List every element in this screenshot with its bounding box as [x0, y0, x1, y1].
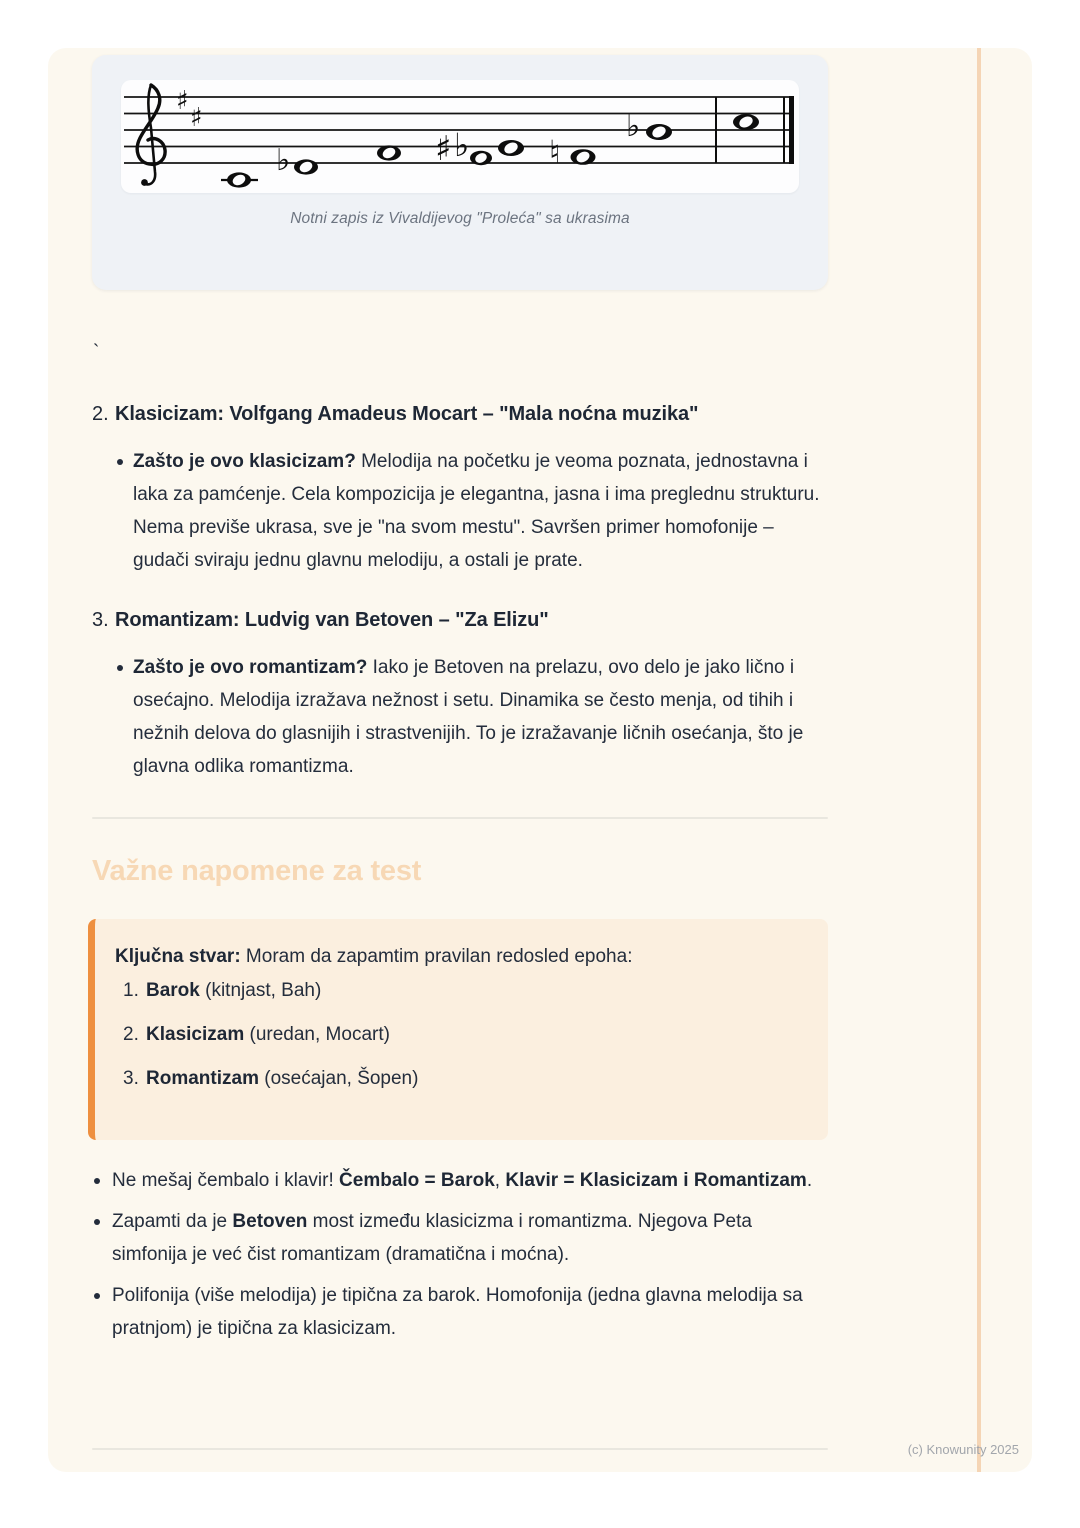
svg-text:♭: ♭ — [276, 143, 291, 178]
list-number: 2. — [123, 1024, 139, 1045]
figure-card — [92, 55, 828, 290]
numbered-heading-2 — [92, 401, 828, 427]
right-accent-line — [977, 48, 981, 1472]
bullet-icon — [117, 459, 123, 465]
key-callout — [88, 919, 828, 1140]
bullet-text: Melodija na početku je veoma poznata, jednostavna i laka za pamćenje. Cela kompozicija je elegantna, jasna i ima preglednu strukturu. Nema previše ukrasa, sve je "na svom mestu". Savršen primer homofonije – gudači sviraju jednu glavnu melodiju, a ostali je prate. — [133, 451, 820, 571]
heading-title: Klasicizam: Volfgang Amadeus Mocart – "Mala noćna muzika" — [115, 403, 699, 425]
divider — [92, 1448, 828, 1450]
bullet-icon — [94, 1178, 100, 1184]
svg-text:♮: ♮ — [549, 133, 561, 171]
callout-intro — [115, 940, 798, 973]
epoch-list — [115, 974, 798, 1095]
tips-list — [92, 1164, 828, 1345]
numbered-heading-3 — [92, 607, 828, 633]
copyright-watermark: (c) Knowunity 2025 — [907, 1442, 1019, 1457]
document-content — [92, 55, 828, 1345]
list-item — [123, 1018, 798, 1051]
bullet-lead: Zašto je ovo klasicizam? — [133, 451, 356, 472]
list-item — [123, 974, 798, 1007]
figure-caption: Notni zapis iz Vivaldijevog "Proleća" sa ukrasima — [290, 210, 630, 227]
list-item: Zapamti da je Betoven most između klasicizma i romantizma. Njegova Peta simfonija je već čist romantizam (dramatična i moćna). — [92, 1205, 828, 1271]
bullet-icon — [94, 1219, 100, 1225]
section-heading: Važne napomene za test — [92, 855, 422, 887]
list-item — [92, 651, 828, 783]
callout-label: Ključna stvar: — [115, 946, 241, 967]
list-item — [92, 445, 828, 577]
list-number: 3. — [92, 609, 109, 631]
bullet-text: Iako je Betoven na prelazu, ovo delo je jako lično i osećajno. Melodija izražava nežnost i setu. Dinamika se često menja, od tihih i nežnih delova do glasnijih i strastvenijih. To je izražavanje ličnih osećanja, što je glavna odlika romantizma. — [133, 657, 804, 777]
list-text: Klasicizam (uredan, Mocart) — [146, 1024, 390, 1045]
bullet-icon — [94, 1293, 100, 1299]
svg-text:♭: ♭ — [454, 126, 470, 164]
divider — [92, 817, 828, 819]
bullet-icon — [117, 665, 123, 671]
list-item — [123, 1062, 798, 1095]
svg-text:♯: ♯ — [435, 129, 452, 169]
music-notation-image — [121, 80, 799, 193]
list-item: Polifonija (više melodija) je tipična za barok. Homofonija (jedna glavna melodija sa pratnjom) je tipična za klasicizam. — [92, 1279, 828, 1345]
key-signature-sharps — [176, 86, 203, 133]
treble-clef-icon — [137, 85, 165, 186]
heading-title: Romantizam: Ludvig van Betoven – "Za Elizu" — [115, 609, 549, 631]
svg-text:♯: ♯ — [190, 103, 203, 133]
list-number: 1. — [123, 980, 139, 1001]
callout-text: Moram da zapamtim pravilan redosled epoha: — [240, 946, 633, 967]
svg-text:♯: ♯ — [176, 86, 189, 116]
list-number: 3. — [123, 1068, 139, 1089]
list-number: 2. — [92, 403, 109, 425]
stray-backtick: ` — [93, 342, 100, 363]
music-staff-drawing — [121, 80, 799, 193]
document-page — [48, 48, 1032, 1472]
svg-text:♭: ♭ — [626, 109, 641, 144]
list-text: Romantizam (osećajan, Šopen) — [146, 1068, 419, 1089]
list-item: Ne mešaj čembalo i klavir! Čembalo = Barok, Klavir = Klasicizam i Romantizam. — [92, 1164, 828, 1197]
list-text: Barok (kitnjast, Bah) — [146, 980, 322, 1001]
bullet-lead: Zašto je ovo romantizam? — [133, 657, 368, 678]
